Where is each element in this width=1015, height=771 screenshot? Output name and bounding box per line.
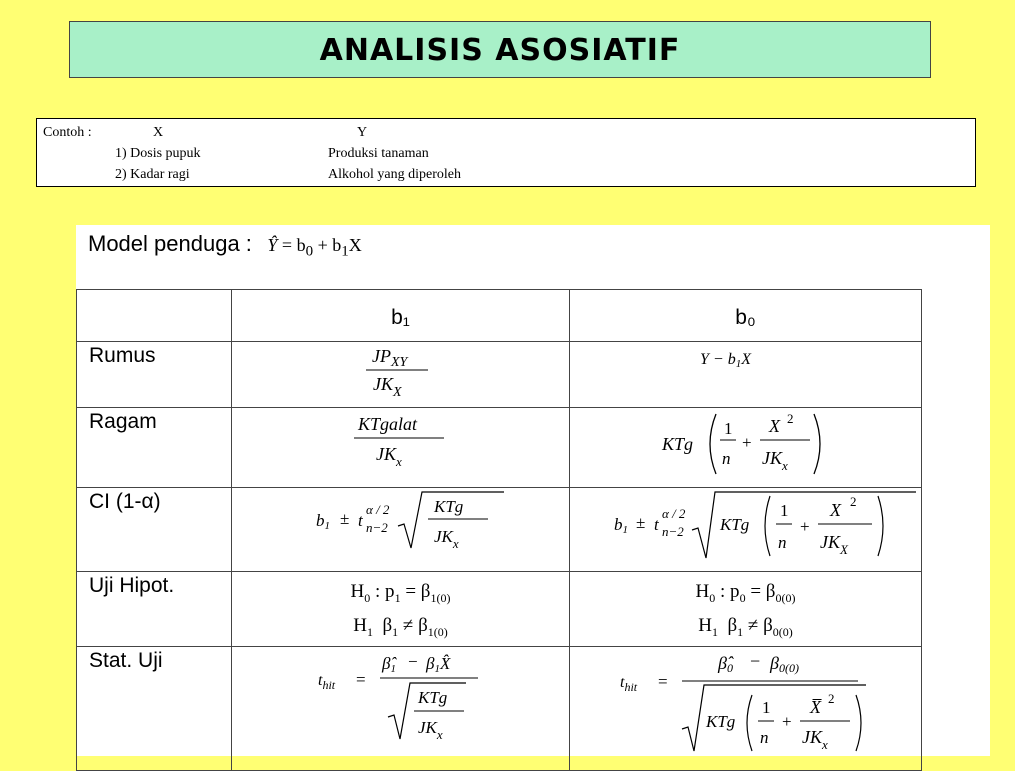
- svg-text:t: t: [358, 511, 363, 530]
- ci-b0: [570, 488, 922, 572]
- svg-text:JKx: $JK_x$: [434, 527, 459, 551]
- example-x-2: 2) Kadar ragi: [115, 167, 190, 182]
- svg-text:X: X: [830, 500, 841, 520]
- svg-text:±: ±: [636, 513, 646, 532]
- model-line: [88, 231, 362, 261]
- svg-text:b1: b1: [614, 515, 628, 536]
- stat-b0: [570, 646, 922, 770]
- svg-text:n: n: [778, 533, 787, 552]
- y-header: Y: [357, 125, 368, 140]
- svg-text:JKX: $JK_X$: [373, 374, 402, 400]
- hipot-b0: [570, 572, 922, 647]
- svg-text:KTg: KTg: [720, 515, 750, 534]
- hipot-b1-h1: $H_1$ $\beta_1 \ne \beta_{1(0)}$: [353, 614, 448, 639]
- hipot-b0-h0: $H_0$ : $p_0 = \beta_{0(0)}$: [695, 581, 796, 605]
- svg-text:KTgalat: KTgalat: [358, 414, 418, 434]
- model-label: Model penduga :: [88, 231, 252, 256]
- svg-text:β̂0: β̂0: [718, 652, 733, 675]
- rumus-b0: [570, 342, 922, 408]
- svg-text:α / 2: α / 2: [366, 502, 390, 517]
- formula-table: [76, 289, 922, 771]
- svg-text:n: n: [722, 449, 731, 468]
- example-y-2: Alkohol yang diperoleh: [328, 167, 461, 182]
- hipot-b1: [232, 572, 570, 647]
- row-label-rumus: Rumus: [77, 342, 232, 408]
- svg-text:n−2: n−2: [366, 520, 388, 535]
- svg-text:JKX: $JK_X$: [820, 532, 848, 557]
- svg-text:n: n: [760, 727, 769, 747]
- row-label-ci: CI (1-α): [77, 488, 232, 572]
- example-label: Contoh :: [43, 125, 92, 140]
- svg-text:1: 1: [762, 697, 771, 717]
- page-title: ANALISIS ASOSIATIF: [319, 33, 681, 68]
- x-header: X: [153, 125, 164, 140]
- svg-text:+: +: [782, 711, 792, 731]
- ragam-b0-formula: [570, 408, 921, 482]
- svg-text:+: +: [742, 433, 752, 452]
- model-equation: Ŷ = $b_0 + b_1X$: [267, 235, 362, 260]
- column-header-b0: b₀: [570, 290, 922, 342]
- svg-text:β0(0): β0(0): [770, 652, 799, 675]
- column-header-b1: b₁: [232, 290, 570, 342]
- svg-text:KTg: KTg: [418, 687, 448, 707]
- svg-text:2: 2: [828, 690, 835, 706]
- rumus-b1-formula: [232, 342, 569, 402]
- corner-cell: [77, 290, 232, 342]
- svg-text:KTg: KTg: [662, 434, 694, 454]
- svg-text:JKx: $JK_x$: [762, 448, 788, 473]
- svg-text:1: 1: [724, 419, 733, 438]
- row-label-ragam: Ragam: [77, 408, 232, 488]
- svg-text:α / 2: α / 2: [662, 506, 686, 521]
- svg-text:JKx: $JK_x$: [802, 726, 828, 752]
- ci-b0-formula: [570, 488, 921, 566]
- svg-text:Y − b1X: Y − b1X: [700, 351, 751, 370]
- svg-text:2: 2: [787, 411, 794, 426]
- svg-text:=: =: [356, 669, 366, 689]
- stat-b1: [232, 646, 570, 770]
- formula-panel: [76, 225, 990, 756]
- row-label-uji-hipot: Uji Hipot.: [77, 572, 232, 647]
- svg-text:2: 2: [850, 494, 857, 509]
- example-x-1: 1) Dosis pupuk: [115, 146, 201, 161]
- svg-text:JPXY: $JP_{XY}$: [372, 346, 408, 370]
- svg-text:n−2: n−2: [662, 524, 684, 539]
- ragam-b1-formula: [232, 408, 569, 482]
- svg-text:thit: $t_{hit}$: [318, 671, 336, 692]
- ci-b1: [232, 488, 570, 572]
- hipot-b1-h0: $H_0$ : $p_1 = \beta_{1(0)}$: [350, 581, 451, 605]
- svg-text:JKx: $JK_x$: [418, 717, 443, 742]
- svg-text:−: −: [750, 650, 761, 671]
- svg-text:X: X: [769, 416, 780, 436]
- svg-text:β̂1: β̂1: [382, 653, 396, 675]
- title-banner: [69, 21, 931, 78]
- stat-b0-formula: [570, 647, 921, 765]
- ragam-b1: [232, 408, 570, 488]
- svg-text:X̅: X̅: [810, 696, 821, 717]
- svg-text:KTg: KTg: [434, 497, 464, 516]
- svg-text:thit: $t_{hit}$: [620, 673, 638, 694]
- svg-text:=: =: [658, 671, 668, 691]
- example-y-1: Produksi tanaman: [328, 146, 429, 161]
- rumus-b0-formula: [570, 342, 921, 402]
- svg-text:±: ±: [340, 509, 350, 528]
- svg-text:t: t: [654, 515, 659, 534]
- stat-b1-formula: [232, 647, 569, 765]
- svg-text:KTg: KTg: [706, 711, 736, 731]
- svg-text:β1X̂: β1X̂: [426, 653, 451, 675]
- svg-text:+: +: [800, 517, 810, 536]
- rumus-b1: [232, 342, 570, 408]
- hipot-b0-h1: $H_1$ $\beta_1 \ne \beta_{0(0)}$: [698, 614, 793, 639]
- svg-text:−: −: [408, 651, 418, 671]
- svg-text:JKx: $JK_x$: [376, 444, 402, 469]
- ragam-b0: [570, 408, 922, 488]
- example-box: [36, 118, 976, 187]
- row-label-stat-uji: Stat. Uji: [77, 646, 232, 770]
- svg-text:b1: b1: [316, 511, 330, 532]
- ci-b1-formula: [232, 488, 569, 566]
- svg-text:1: 1: [780, 501, 789, 520]
